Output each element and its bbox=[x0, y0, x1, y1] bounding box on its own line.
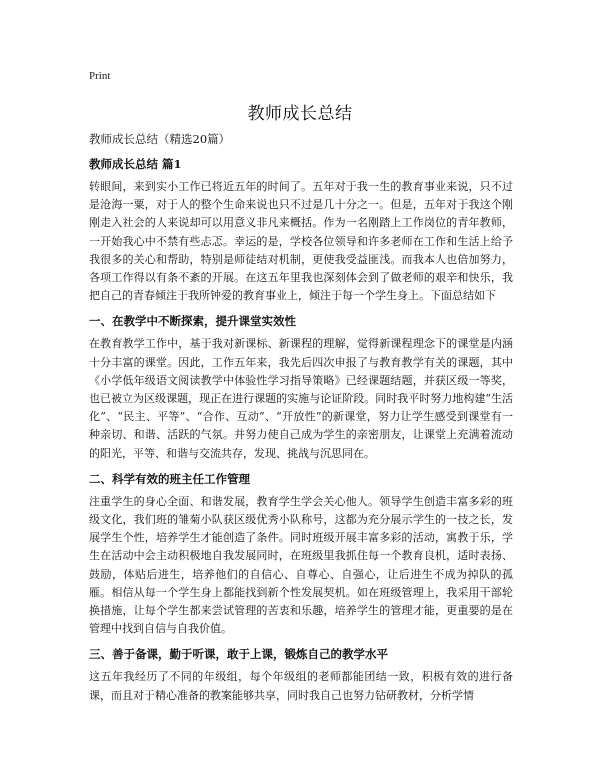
paragraph-1: 在教育教学工作中，基于我对新课标、新课程的理解，觉得新课程理念下的课堂是内涵十分丰富的课堂。因此，工作五年来，我先后四次申报了与教育教学有关的课题，其中《小学低年级语文阅读教学中体验性学习指导策略》已经课题结题，并获区级一等奖，也已被立为区级课题，现正在进行课题的实施与论证阶段。同时我平时努力地构建“生活化”、“民主、平等”、“合作、互动”、“开放性”的新课堂，努力让学生感受到课堂有一种亲切、和谐、活跃的气氛。并努力使自己成为学生的亲密朋友，让课堂上充满着流动的阳光，平等、和谐与交流共存，发现、挑战与沉思同在。 bbox=[89, 337, 513, 460]
paragraph-3: 这五年我经历了不同的年级组，每个年级组的老师都能团结一致，积极有效的进行备课，而且对于精心准备的教案能够共享，同时我自己也努力钻研教材，分析学情 bbox=[89, 670, 513, 702]
heading-3: 三、善于备课，勤于听课，敢于上课，锻炼自己的教学水平 bbox=[89, 647, 388, 662]
intro-paragraph: 转眼间，来到实小工作已将近五年的时间了。五年对于我一生的教育事业来说，只不过是沧海一粟，对于人的整个生命来说也只不过是几十分之一。但是，五年对于我这个刚刚走入社会的人来说却可以用意义非凡来概括。作为一名刚踏上工作岗位的青年教师，一开始我心中不禁有些忐忑。幸运的是，学校各位领导和许多老师在工作和生活上给予我很多的关心和帮助，特别是师徒结对机制，更使我受益匪浅。而我本人也倍加努力，各项工作得以有条不紊的开展。在这五年里我也深刻体会到了做老师的艰辛和快乐，我把自己的青春倾注于我所钟爱的教育事业上，倾注于每一个学生身上。下面总结如下 bbox=[89, 180, 513, 303]
section-title: 教师成长总结 篇1 bbox=[89, 157, 182, 171]
document-body bbox=[89, 131, 513, 713]
heading-2: 二、科学有效的班主任工作管理 bbox=[89, 471, 250, 486]
heading-1: 一、在教学中不断探索，提升课堂实效性 bbox=[89, 314, 296, 329]
document-title: 教师成长总结 bbox=[247, 104, 353, 124]
document-subtitle: 教师成长总结（精选20篇） bbox=[89, 132, 231, 146]
paragraph-2: 注重学生的身心全面、和谐发展，教育学生学会关心他人。领导学生创造丰富多彩的班级文化，我们班的雏菊小队获区级优秀小队称号，这都为充分展示学生的一技之长，发展学生个性，培养学生才能创造了条件。同时班级开展丰富多彩的活动，寓教于乐，学生在活动中会主动积极地自我发展同时，在班级里我抓住每一个教育良机，适时表扬、鼓励，体贴后进生，培养他们的自信心、自尊心、自强心，让后进生不成为掉队的孤雁。相信从每一个学生身上都能找到新个性发展契机。如在班级管理上，我采用干部轮换措施，让每个学生都来尝试管理的苦衷和乐趣，培养学生的管理才能，更重要的是在管理中找到自信与自我价值。 bbox=[89, 494, 513, 636]
print-label[interactable]: Print bbox=[89, 70, 111, 82]
